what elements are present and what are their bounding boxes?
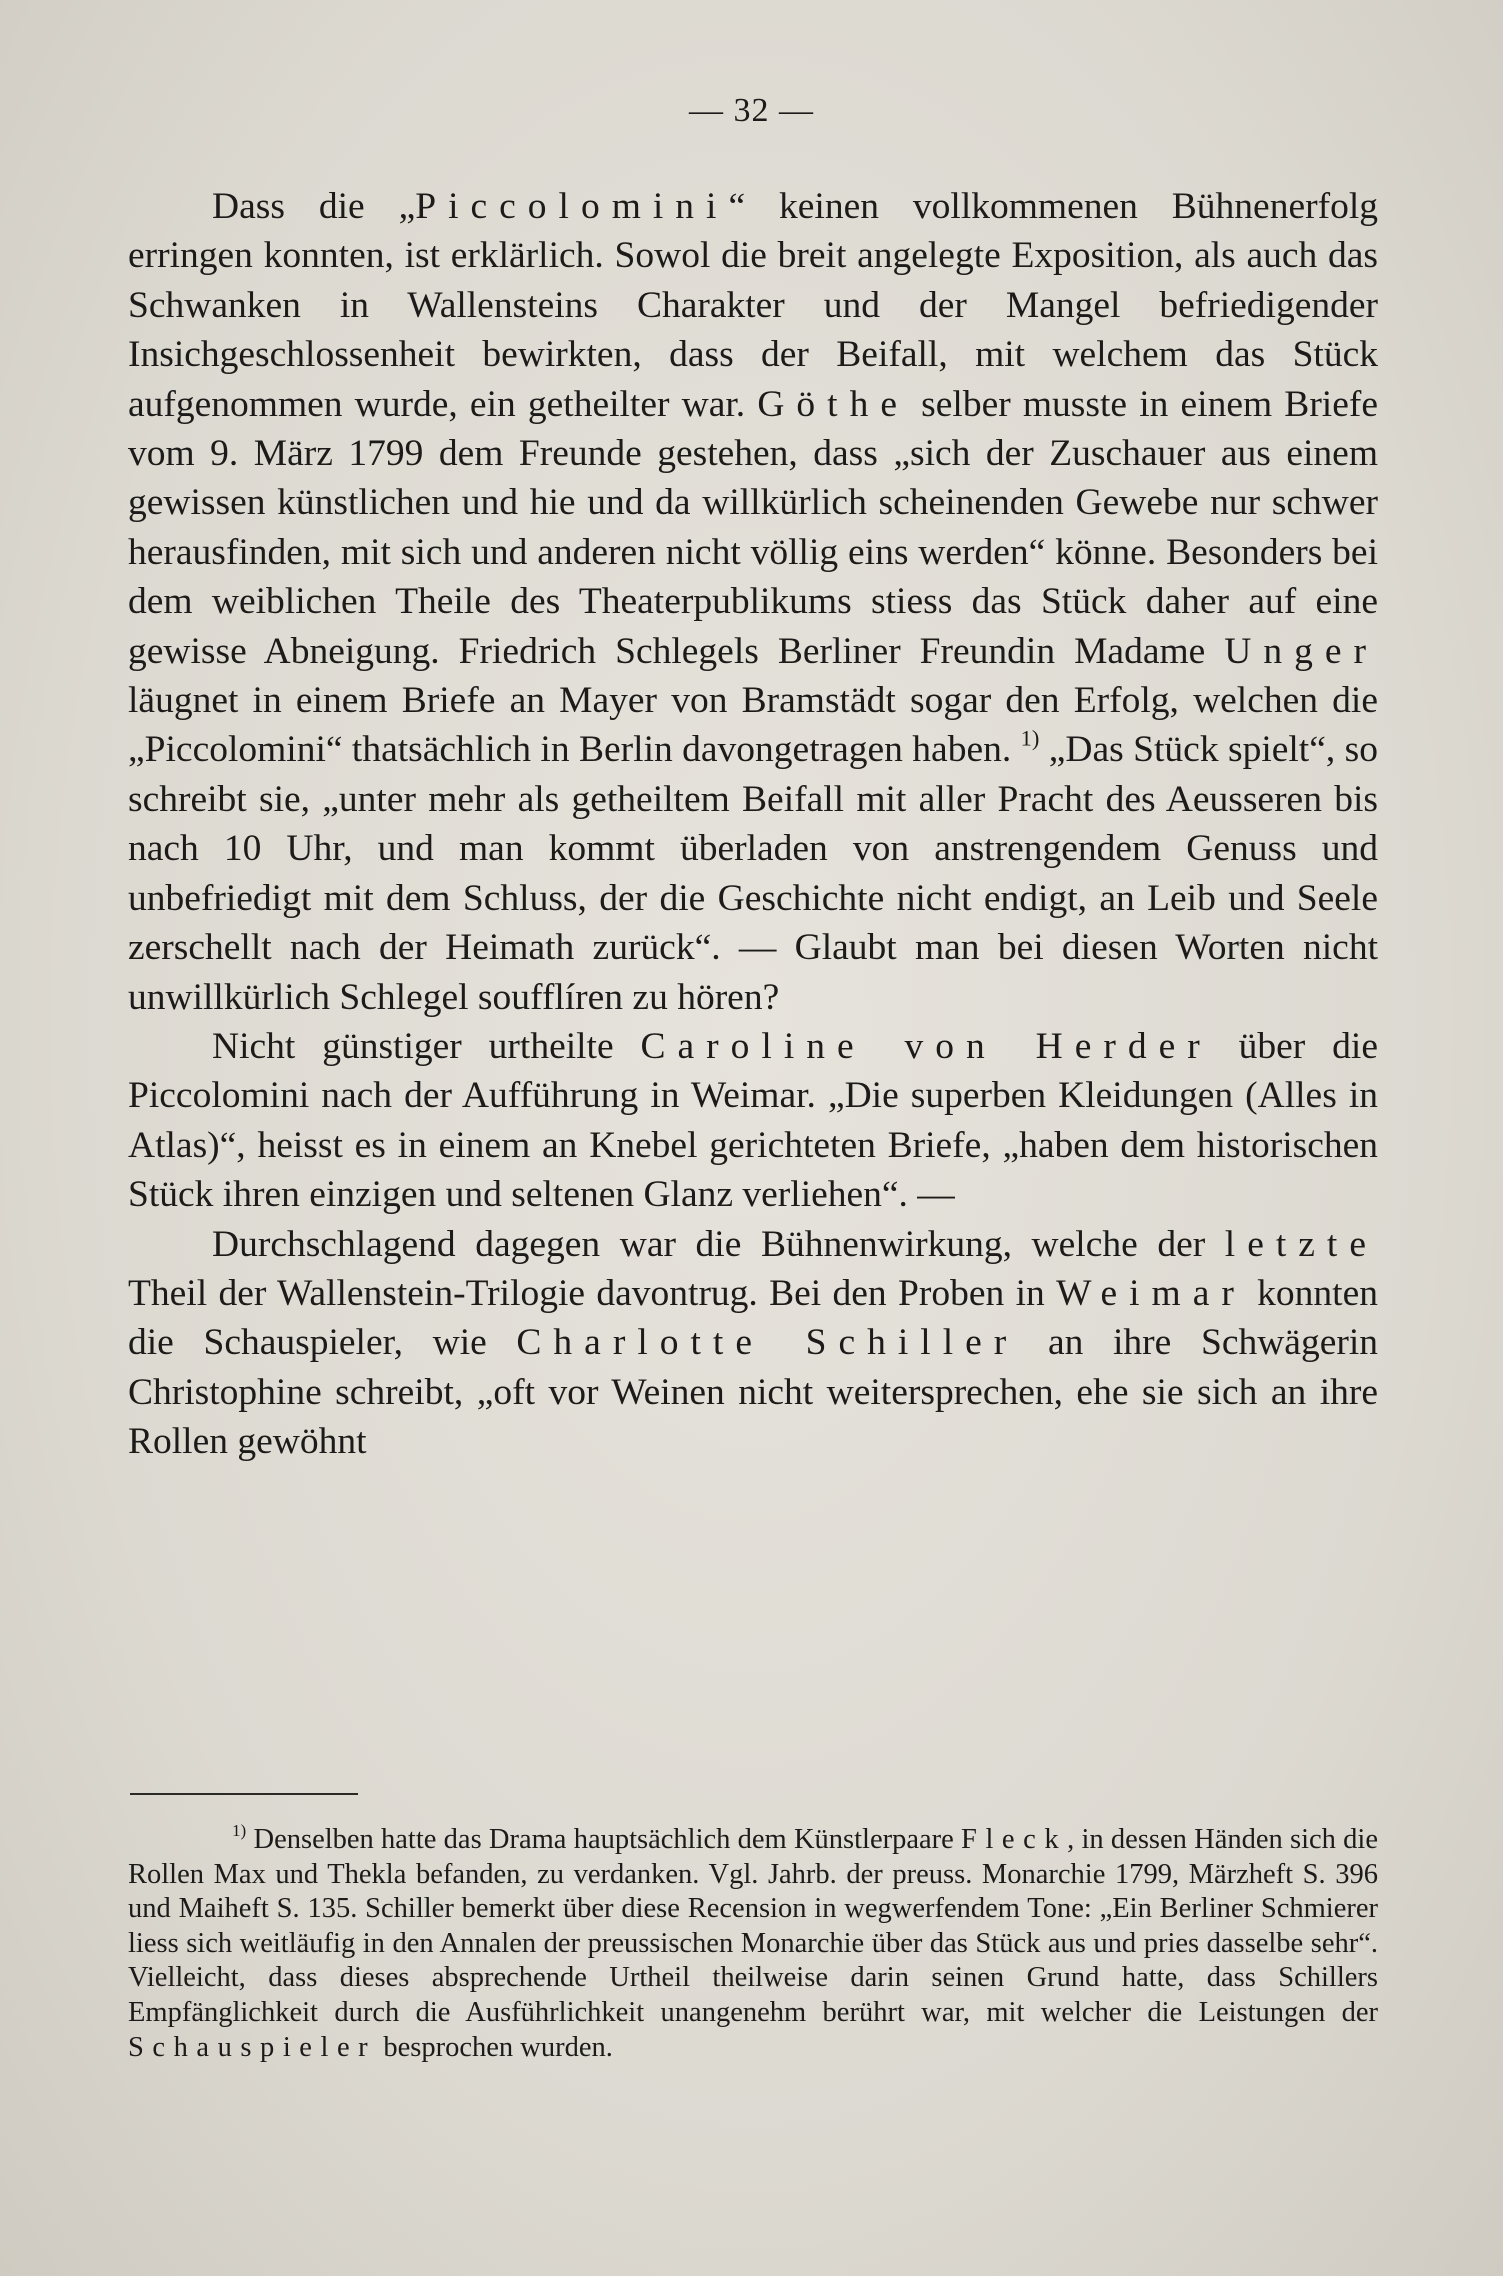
text-run: an ihre Schwägerin Christophine schreibt, „oft vor Weinen nicht weitersprechen, ehe sie sich an ihre Rollen gewöhnt: [128, 1322, 1378, 1463]
text-run: „Das Stück spielt“, so schreibt sie, „unter mehr als getheiltem Beifall mit aller Pracht des Aeusseren bis nach 10 Uhr, und man kommt überladen von anstrengendem Genuss und unbefriedigt mit dem Schluss, der die Geschichte nicht endigt, an Leib und Seele zerschellt nach der Heimath zurück“. — Glaubt man bei diesen Worten nicht unwillkürlich Schlegel soufflíren zu hören?: [128, 729, 1378, 1018]
footnote: [128, 1823, 1378, 2065]
paragraph-3: [128, 1220, 1378, 1467]
main-text: [128, 182, 1378, 1467]
spaced-emphasis: Fleck: [961, 1824, 1068, 1855]
text-run: “ keinen vollkommenen Bühnenerfolg erringen konnten, ist erklärlich. Sowol die breit angelegte Exposition, als auch das Schwanken in Wallensteins Charakter und der Mangel befriedigender Insichgeschlossenheit bewirkten, dass der Beifall, mit welchem das Stück aufgenommen wurde, ein getheilter war.: [128, 186, 1378, 425]
footnote-reference: 1): [1020, 725, 1040, 751]
text-run: Dass die „: [212, 186, 416, 227]
footnote-mark: 1): [232, 1821, 247, 1841]
spaced-emphasis: letzte: [1224, 1223, 1378, 1265]
text-run: , in dessen Händen sich die Rollen Max und Thekla befanden, zu verdanken. Vgl. Jahrb. der preuss. Monarchie 1799, Märzheft S. 396 und Maiheft S. 135. Schiller bemerkt über diese Recension in wegwerfendem Tone: „Ein Berliner Schmierer liess sich weitläufig in den Annalen der preussischen Monarchie über das Stück aus und pries dasselbe sehr“. Vielleicht, dass dieses absprechende Urtheil theilweise darin seinen Grund hatte, dass Schillers Empfänglichkeit durch die Ausführlichkeit unangenehm berührt war, mit welcher die Leistungen der: [128, 1824, 1378, 2028]
spaced-emphasis: Weimar: [1056, 1272, 1246, 1314]
text-run: über die Piccolomini nach der Aufführung in Weimar. „Die superben Kleidungen (Alles in Atlas)“, heisst es in einem an Knebel gerichteten Briefe, „haben dem historischen Stück ihren einzigen und seltenen Glanz verliehen“. —: [128, 1025, 1378, 1216]
text-run: konnten die Schauspieler, wie: [128, 1272, 1378, 1364]
spaced-emphasis: Unger: [1224, 630, 1378, 672]
footnote-divider: [130, 1793, 358, 1795]
spaced-emphasis: Schauspieler: [128, 2031, 377, 2063]
paragraph-2: [128, 1022, 1378, 1220]
spaced-emphasis: Caroline von Herder: [640, 1025, 1212, 1067]
spaced-emphasis: Piccolomini: [415, 186, 729, 227]
text-run: läugnet in einem Briefe an Mayer von Bramstädt sogar den Erfolg, welchen die „Piccolomini“ thatsächlich in Berlin davongetragen haben.: [128, 680, 1378, 771]
text-run: Theil der Wallenstein-Trilogie davontrug. Bei den Proben in: [128, 1272, 1057, 1314]
text-run: Denselben hatte das Drama hauptsächlich dem Künstlerpaare: [246, 1824, 962, 1855]
spaced-emphasis: Göthe: [757, 383, 909, 425]
text-run: selber musste in einem Briefe vom 9. März 1799 dem Freunde gestehen, dass „sich der Zuschauer aus einem gewissen künstlichen und hie und da willkürlich scheinenden Gewebe nur schwer herausfinden, mit sich und anderen nicht völlig eins werden“ könne. Besonders bei dem weiblichen Theile des Theaterpublikums stiess das Stück daher auf eine gewisse Abneigung. Friedrich Schlegels Berliner Freundin Madame: [128, 383, 1379, 672]
page-number: — 32 —: [689, 92, 814, 129]
paragraph-1: [128, 182, 1378, 1022]
text-run: Durchschlagend dagegen war die Bühnenwirkung, welche der: [212, 1223, 1225, 1265]
text-run: besprochen wurden.: [376, 2031, 613, 2063]
text-run: Nicht günstiger urtheilte: [212, 1025, 641, 1067]
spaced-emphasis: Charlotte Schiller: [516, 1322, 1019, 1364]
